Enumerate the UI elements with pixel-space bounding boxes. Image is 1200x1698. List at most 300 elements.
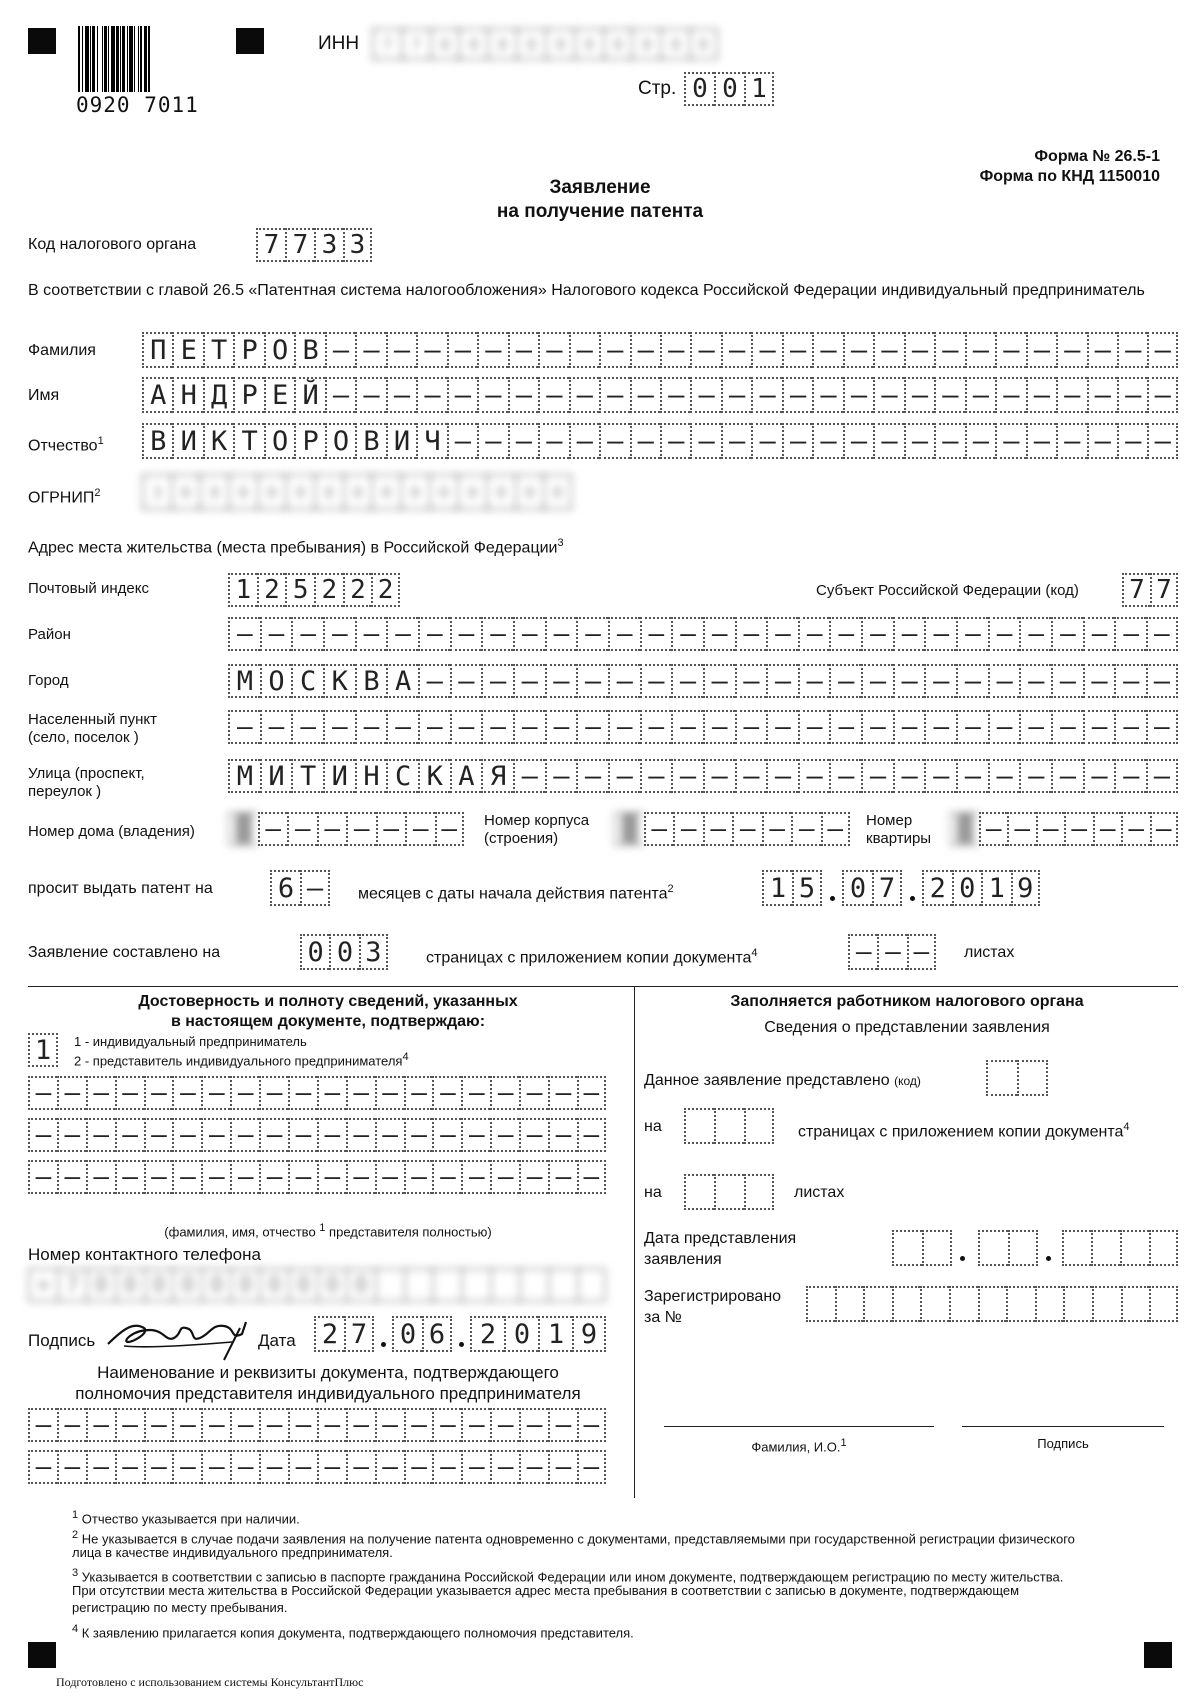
char-cell: –	[861, 710, 893, 744]
char-cell: –	[934, 377, 964, 413]
char-cell: –	[346, 1450, 375, 1484]
char-cell: –	[258, 812, 288, 846]
char-cell: –	[513, 710, 545, 744]
char-cell: –	[829, 710, 861, 744]
char-cell: –	[751, 377, 781, 413]
submitted-label-text: Данное заявление представлено	[644, 1072, 890, 1089]
char-cell: С	[386, 759, 418, 793]
office-fio-text: Фамилия, И.О.	[751, 1439, 841, 1455]
office-day-cells	[892, 1230, 952, 1266]
char-cell: Й	[294, 377, 324, 413]
char-cell	[1149, 1230, 1178, 1266]
char-cell: –	[435, 812, 465, 846]
char-cell: 0	[458, 28, 487, 60]
char-cell: 1	[28, 1033, 58, 1067]
char-cell: –	[577, 1160, 606, 1194]
ogrnip-cells	[142, 474, 572, 510]
char-cell: –	[829, 759, 861, 793]
char-cell: –	[703, 710, 735, 744]
char-cell: –	[115, 1160, 144, 1194]
char-cell: 0	[631, 28, 660, 60]
char-cell: –	[317, 1118, 346, 1152]
char-cell: █	[614, 812, 644, 846]
char-cell: –	[577, 1450, 606, 1484]
char-cell: –	[477, 332, 507, 368]
char-cell: –	[477, 377, 507, 413]
char-cell: –	[640, 617, 672, 651]
office-fio-label	[664, 1436, 934, 1454]
char-cell: –	[355, 332, 385, 368]
char-cell: –	[1147, 377, 1177, 413]
char-cell: –	[325, 377, 355, 413]
apartment-cells	[950, 812, 1178, 846]
char-cell: 2	[257, 573, 286, 607]
tax-office-heading: Заполняется работником налогового органа	[730, 993, 1084, 1010]
footnote-4-text: К заявлению прилагается копия документа, подтверждающего полномочия представителя.	[81, 1625, 634, 1641]
confirm-heading-2: в настоящем документе, подтверждаю:	[170, 1013, 486, 1030]
char-cell: 2	[922, 870, 952, 906]
char-cell: –	[172, 1160, 201, 1194]
char-cell: К	[323, 664, 355, 698]
char-cell: 7	[1122, 573, 1150, 607]
ogrnip-label-text: ОГРНИП	[28, 489, 95, 507]
char-cell: –	[735, 710, 767, 744]
char-cell: –	[513, 617, 545, 651]
char-cell: –	[924, 710, 956, 744]
char-cell: –	[569, 423, 599, 459]
char-cell: –	[548, 1160, 577, 1194]
char-cell	[744, 1174, 774, 1210]
char-cell: –	[172, 1408, 201, 1442]
region-cells	[1122, 573, 1178, 607]
reg-label-1: Зарегистрировано	[644, 1288, 782, 1305]
char-cell: –	[418, 617, 450, 651]
char-cell: 9	[572, 1316, 606, 1352]
char-cell: 2	[470, 1316, 504, 1352]
char-cell: –	[829, 664, 861, 698]
char-cell: –	[418, 710, 450, 744]
page-label: Стр.	[638, 78, 677, 99]
char-cell: –	[690, 332, 720, 368]
char-cell: –	[1019, 759, 1051, 793]
char-cell	[1092, 1286, 1121, 1322]
char-cell: –	[791, 812, 821, 846]
char-cell: –	[447, 423, 477, 459]
char-cell: 0	[842, 870, 872, 906]
char-cell: –	[577, 1408, 606, 1442]
char-cell: А	[142, 377, 172, 413]
char-cell: –	[630, 332, 660, 368]
char-cell: Р	[233, 332, 263, 368]
surname-cells	[142, 332, 1178, 368]
char-cell: –	[979, 812, 1008, 846]
office-date-label-1: Дата представления	[644, 1230, 797, 1247]
char-cell: –	[519, 1160, 548, 1194]
char-cell: 3	[343, 228, 372, 262]
char-cell: –	[230, 1076, 259, 1110]
char-cell	[1091, 1230, 1120, 1266]
char-cell: –	[1019, 617, 1051, 651]
char-cell	[684, 1174, 714, 1210]
footnote-2-text: Не указывается в случае подачи заявления на получение патента одновременно с документами, представляемыми при государственной регистрации физического	[81, 1531, 1075, 1547]
date-dot	[381, 1342, 386, 1347]
char-cell: –	[1026, 332, 1056, 368]
char-cell: –	[481, 664, 513, 698]
char-cell: 0	[346, 1268, 375, 1302]
char-cell: –	[1146, 664, 1178, 698]
char-cell: –	[325, 332, 355, 368]
char-cell: +	[28, 1268, 57, 1302]
char-cell: –	[671, 617, 703, 651]
char-cell: –	[644, 812, 674, 846]
char-cell: –	[608, 710, 640, 744]
fio-caption	[28, 1221, 628, 1239]
months-sup: 2	[667, 883, 674, 895]
char-cell: 2	[314, 573, 343, 607]
char-cell	[714, 1108, 744, 1144]
char-cell: 1	[538, 1316, 572, 1352]
street-label-1: Улица (проспект,	[28, 765, 145, 782]
char-cell: –	[1026, 377, 1056, 413]
address-heading	[28, 534, 564, 557]
char-cell: –	[1114, 759, 1146, 793]
char-cell: Р	[294, 423, 324, 459]
char-cell: –	[995, 377, 1025, 413]
char-cell: –	[404, 1160, 433, 1194]
char-cell	[461, 1268, 490, 1302]
fio-row-1	[28, 1076, 606, 1110]
char-cell: –	[1083, 617, 1115, 651]
char-cell: –	[447, 377, 477, 413]
locality-label-2: (село, поселок )	[28, 729, 139, 746]
char-cell: –	[260, 710, 292, 744]
locality-label-1: Населенный пункт	[28, 711, 158, 728]
char-cell: –	[323, 617, 355, 651]
char-cell: –	[843, 377, 873, 413]
district-cells	[228, 617, 1178, 651]
char-cell: –	[1056, 332, 1086, 368]
char-cell: –	[671, 664, 703, 698]
patronymic-cells	[142, 423, 1178, 459]
char-cell: 0	[430, 28, 459, 60]
char-cell: 0	[285, 474, 314, 510]
char-cell: –	[432, 1118, 461, 1152]
barcode	[78, 26, 218, 92]
corner-mark-bottom-left	[28, 1642, 56, 1668]
char-cell: –	[798, 710, 830, 744]
char-cell: –	[599, 377, 629, 413]
char-cell: 0	[545, 28, 574, 60]
char-cell: –	[477, 423, 507, 459]
fio-caption-b: представителя полностью)	[329, 1224, 492, 1240]
char-cell: –	[513, 759, 545, 793]
char-cell: –	[721, 423, 751, 459]
char-cell	[1017, 1060, 1048, 1096]
char-cell: –	[346, 812, 376, 846]
char-cell: –	[86, 1118, 115, 1152]
char-cell: –	[57, 1160, 86, 1194]
char-cell: –	[57, 1076, 86, 1110]
char-cell: –	[690, 377, 720, 413]
char-cell: –	[907, 934, 936, 970]
char-cell: Т	[233, 423, 263, 459]
char-cell: –	[873, 332, 903, 368]
char-cell: –	[548, 1450, 577, 1484]
locality-cells	[228, 710, 1178, 744]
char-cell: –	[608, 664, 640, 698]
char-cell: 3	[359, 934, 388, 970]
char-cell: 7	[1150, 573, 1178, 607]
char-cell: И	[172, 423, 202, 459]
char-cell: –	[956, 664, 988, 698]
char-cell: –	[230, 1408, 259, 1442]
char-cell	[714, 1174, 744, 1210]
char-cell: В	[355, 423, 385, 459]
region-label: Субъект Российской Федерации (код)	[816, 582, 1079, 599]
char-cell: –	[893, 664, 925, 698]
char-cell: –	[861, 617, 893, 651]
char-cell: –	[259, 1450, 288, 1484]
char-cell: –	[577, 1076, 606, 1110]
char-cell: –	[766, 710, 798, 744]
char-cell: –	[630, 377, 660, 413]
char-cell: –	[416, 377, 446, 413]
char-cell: 1	[744, 72, 774, 106]
char-cell: –	[375, 1408, 404, 1442]
office-sheets-label: листах	[794, 1184, 845, 1201]
surname-label: Фамилия	[28, 342, 96, 359]
char-cell: –	[481, 710, 513, 744]
char-cell	[432, 1268, 461, 1302]
char-cell: Т	[203, 332, 233, 368]
char-cell: С	[291, 664, 323, 698]
char-cell: –	[259, 1160, 288, 1194]
char-cell: О	[264, 332, 294, 368]
char-cell: –	[317, 812, 347, 846]
date-dot	[960, 1256, 965, 1261]
char-cell: Т	[291, 759, 323, 793]
char-cell: –	[346, 1076, 375, 1110]
char-cell: –	[404, 1450, 433, 1484]
sign-year-cells	[470, 1316, 606, 1352]
char-cell: 0	[684, 72, 714, 106]
char-cell: –	[1093, 812, 1122, 846]
apartment-label-2: квартиры	[866, 830, 932, 847]
char-cell: 0	[429, 474, 458, 510]
char-cell: Н	[172, 377, 202, 413]
sheets-label: листах	[964, 944, 1015, 961]
char-cell: –	[418, 664, 450, 698]
char-cell: –	[821, 812, 851, 846]
char-cell: Н	[355, 759, 387, 793]
char-cell: –	[508, 377, 538, 413]
char-cell: –	[260, 617, 292, 651]
char-cell: –	[346, 1160, 375, 1194]
char-cell: –	[375, 1450, 404, 1484]
char-cell: –	[386, 617, 418, 651]
char-cell	[490, 1268, 519, 1302]
char-cell: О	[260, 664, 292, 698]
char-cell: 0	[259, 1268, 288, 1302]
char-cell: –	[288, 1408, 317, 1442]
char-cell: 0	[660, 28, 689, 60]
intro-text: В соответствии с главой 26.5 «Патентная система налогообложения» Налогового кодекса Российской Федерации индивидуальный предприниматель	[28, 282, 1145, 299]
char-cell: К	[418, 759, 450, 793]
char-cell: 7	[401, 28, 430, 60]
start-day-cells	[762, 870, 822, 906]
char-cell: –	[538, 423, 568, 459]
footnote-3-cont2: регистрацию по месту пребывания.	[72, 1600, 288, 1615]
char-cell: –	[490, 1450, 519, 1484]
char-cell: 0	[199, 474, 228, 510]
char-cell: –	[1064, 812, 1093, 846]
char-cell: –	[545, 710, 577, 744]
char-cell: –	[924, 664, 956, 698]
char-cell: П	[142, 332, 172, 368]
char-cell: –	[893, 759, 925, 793]
char-cell	[978, 1230, 1008, 1266]
char-cell: –	[904, 332, 934, 368]
footnote-1	[72, 1508, 300, 1526]
char-cell: –	[201, 1160, 230, 1194]
footnote-1-text: Отчество указывается при наличии.	[81, 1511, 300, 1527]
on-label-2: на	[644, 1184, 662, 1201]
char-cell: –	[1147, 423, 1177, 459]
footnote-3-cont: При отсутствии места жительства в Российской Федерации указывается адрес места пребывания в соответствии с записью в документе, подтверждающем	[72, 1583, 1020, 1598]
office-date-label-2: заявления	[644, 1251, 722, 1268]
char-cell: –	[346, 1118, 375, 1152]
char-cell: 0	[228, 474, 257, 510]
char-cell: 0	[400, 474, 429, 510]
char-cell: –	[660, 332, 690, 368]
char-cell: –	[432, 1450, 461, 1484]
months-cells	[270, 870, 330, 906]
footnote-3-text: Указывается в соответствии с записью в паспорте гражданина Российской Федерации или ином документе, подтверждающем регистрацию по месту жительства.	[81, 1569, 1064, 1585]
char-cell: –	[873, 377, 903, 413]
char-cell	[806, 1286, 835, 1322]
confirm-code-cell	[28, 1033, 58, 1067]
code-label: (код)	[894, 1074, 921, 1088]
char-cell: –	[569, 377, 599, 413]
signature-label: Подпись	[28, 1331, 96, 1350]
char-cell: 0	[952, 870, 982, 906]
char-cell: –	[57, 1450, 86, 1484]
char-cell: –	[861, 759, 893, 793]
char-cell	[922, 1230, 952, 1266]
barcode-number: 0920 7011	[76, 93, 199, 117]
months-label	[358, 880, 674, 903]
char-cell: –	[375, 1118, 404, 1152]
char-cell: –	[288, 1076, 317, 1110]
sign-month-cells	[392, 1316, 452, 1352]
footnote-4-num: 4	[72, 1623, 79, 1635]
char-cell: М	[228, 664, 260, 698]
char-cell: 0	[543, 474, 572, 510]
char-cell: –	[386, 377, 416, 413]
char-cell: 0	[115, 1268, 144, 1302]
char-cell: –	[447, 332, 477, 368]
char-cell: –	[576, 759, 608, 793]
char-cell: М	[228, 759, 260, 793]
char-cell: –	[291, 710, 323, 744]
confirm-opt2-text: 2 - представитель индивидуального предпринимателя	[74, 1053, 403, 1069]
char-cell: –	[1083, 664, 1115, 698]
char-cell: –	[1087, 332, 1117, 368]
char-cell: –	[287, 812, 317, 846]
char-cell	[920, 1286, 949, 1322]
char-cell: К	[203, 423, 233, 459]
char-cell: –	[144, 1118, 173, 1152]
char-cell: 7	[872, 870, 902, 906]
house-cells	[228, 812, 464, 846]
char-cell: Я	[481, 759, 513, 793]
char-cell: –	[172, 1450, 201, 1484]
char-cell: –	[812, 332, 842, 368]
doc-row-2	[28, 1450, 606, 1484]
char-cell: –	[798, 617, 830, 651]
office-pages-cells	[684, 1108, 774, 1144]
char-cell: –	[732, 812, 762, 846]
char-cell: Е	[264, 377, 294, 413]
char-cell: –	[671, 710, 703, 744]
char-cell: –	[576, 617, 608, 651]
char-cell: –	[508, 423, 538, 459]
date-dot	[1046, 1256, 1051, 1261]
char-cell: –	[172, 1118, 201, 1152]
char-cell: –	[375, 1160, 404, 1194]
char-cell: –	[228, 710, 260, 744]
char-cell: –	[86, 1450, 115, 1484]
corner-mark-top-mid	[236, 28, 264, 54]
char-cell: –	[1117, 423, 1147, 459]
char-cell: –	[873, 423, 903, 459]
char-cell: –	[404, 1076, 433, 1110]
building-label-2: (строения)	[484, 830, 559, 847]
char-cell: 0	[172, 1268, 201, 1302]
char-cell: █	[950, 812, 979, 846]
form-number: Форма № 26.5-1	[1034, 148, 1160, 165]
char-cell: –	[608, 617, 640, 651]
fio-caption-a: (фамилия, имя, отчество	[164, 1224, 316, 1240]
char-cell: 5	[792, 870, 822, 906]
start-year-cells	[922, 870, 1040, 906]
char-cell: –	[461, 1076, 490, 1110]
fio-row-3	[28, 1160, 606, 1194]
char-cell: –	[386, 710, 418, 744]
char-cell: –	[599, 423, 629, 459]
char-cell: –	[599, 332, 629, 368]
inn-cells	[372, 28, 718, 60]
char-cell: –	[1114, 617, 1146, 651]
name-cells	[142, 377, 1178, 413]
char-cell: –	[673, 812, 703, 846]
char-cell: –	[375, 1076, 404, 1110]
char-cell: И	[386, 423, 416, 459]
char-cell: –	[1036, 812, 1065, 846]
char-cell: –	[1114, 710, 1146, 744]
postal-label: Почтовый индекс	[28, 580, 149, 597]
char-cell: –	[956, 759, 988, 793]
char-cell: –	[848, 934, 877, 970]
char-cell: 0	[504, 1316, 538, 1352]
char-cell: 1	[228, 573, 257, 607]
char-cell: –	[893, 710, 925, 744]
corner-mark-bottom-right	[1144, 1642, 1172, 1668]
char-cell: Ч	[416, 423, 446, 459]
char-cell: 1	[762, 870, 792, 906]
patronymic-sup: 1	[97, 435, 104, 447]
apartment-label-1: Номер	[866, 812, 913, 829]
